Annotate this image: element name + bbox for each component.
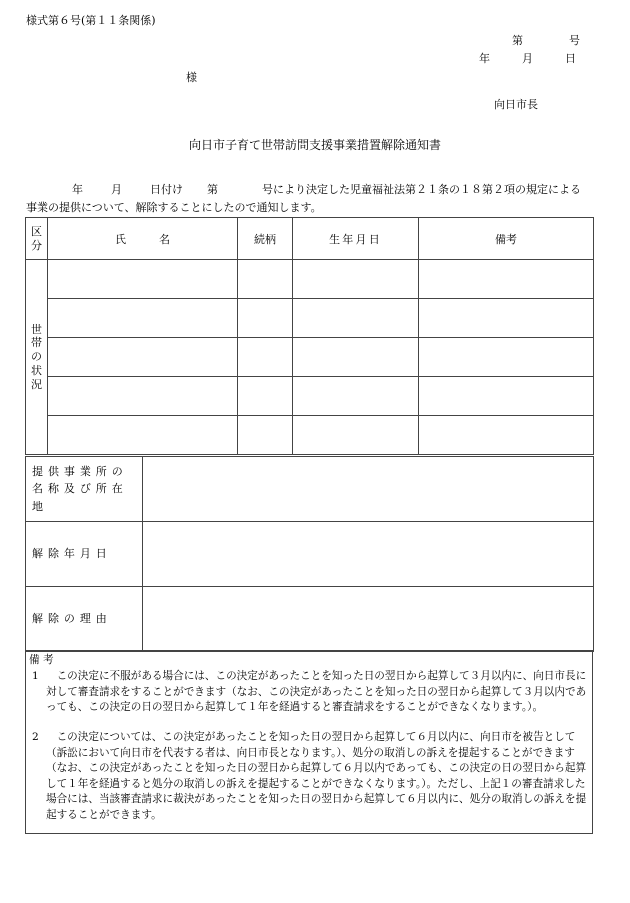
- cancel-date-label: 解除年月日: [26, 522, 143, 587]
- cell-relation[interactable]: [238, 299, 293, 338]
- note-text-2: この決定については、この決定があったことを知った日の翌日から起算して６月以内に、向日市を被告として（訴訟において向日市を代表する者は、向日市長となります。）、処分の取消しの訴えを提起することができます（なお、この決定があったことを知った日の翌日から起算して６月以内であっても、この決定の日の翌日から起算して１年を経過すると処分の取消しの訴えを提起することができなくなります。）。ただし、上記１の審査請求した場合には、当該審査請求に裁決があったことを知った日の翌日から起算して６月以内に、処分の取消しの訴えを提起することができます。: [46, 731, 587, 821]
- cell-relation[interactable]: [238, 338, 293, 377]
- issue-date: [479, 50, 576, 66]
- body-line-2: 事業の提供について、解除することにしたので通知します。: [26, 201, 322, 214]
- hh-char-4: 状: [31, 363, 42, 377]
- table-row: [26, 338, 594, 377]
- body-year: 年: [72, 183, 83, 196]
- provider-label: 提供事業所の名称及び所在地: [26, 457, 143, 522]
- reason-label: 解除の理由: [26, 587, 143, 652]
- document-title: 向日市子育て世帯訪問支援事業措置解除通知書: [188, 138, 441, 152]
- ref-go: 号: [569, 34, 580, 47]
- provider-row: [26, 457, 594, 522]
- form-number: 様式第６号(第１１条関係): [26, 14, 156, 27]
- kubun-char-1: 区: [31, 224, 42, 238]
- body-dai: 第: [207, 183, 218, 196]
- cell-birthdate[interactable]: [293, 377, 419, 416]
- details-table: [25, 456, 594, 652]
- reason-value[interactable]: [143, 587, 594, 652]
- reason-row: [26, 587, 594, 652]
- cell-relation[interactable]: [238, 260, 293, 299]
- date-year: 年: [479, 52, 490, 65]
- notes-heading: 備 考: [29, 654, 54, 666]
- note-num-1: 1: [32, 670, 39, 682]
- note-text-1: この決定に不服がある場合には、この決定があったことを知った日の翌日から起算して３月以内に、向日市長に対して審査請求をすることができます（なお、この決定があったことを知った日の翌日から起算して３月以内であっても、この決定の日の翌日から起算して１年を経過すると審査請求をすることができなくなります。）。: [46, 670, 587, 713]
- cell-relation[interactable]: [238, 416, 293, 455]
- col-birthdate: 生年月日: [293, 218, 419, 260]
- cell-birthdate[interactable]: [293, 299, 419, 338]
- addressee: 様: [186, 71, 197, 84]
- hh-char-2: 帯: [31, 336, 42, 350]
- note-item-1: [32, 669, 587, 716]
- household-status-label: [26, 260, 48, 455]
- body-dated: 日付け: [150, 183, 183, 196]
- cancel-date-value[interactable]: [143, 522, 594, 587]
- table-row: [26, 416, 594, 455]
- cell-remarks[interactable]: [419, 260, 594, 299]
- body-line-1: [72, 181, 581, 197]
- col-name: 氏 名: [48, 218, 238, 260]
- cell-remarks[interactable]: [419, 299, 594, 338]
- body-month: 月: [111, 183, 122, 196]
- table-header-row: [26, 218, 594, 260]
- table-row: [26, 377, 594, 416]
- cell-name[interactable]: [48, 416, 238, 455]
- cell-name[interactable]: [48, 260, 238, 299]
- cell-birthdate[interactable]: [293, 338, 419, 377]
- reference-number: [512, 32, 580, 48]
- household-table: [25, 217, 594, 455]
- provider-value[interactable]: [143, 457, 594, 522]
- col-remarks: 備考: [419, 218, 594, 260]
- cell-name[interactable]: [48, 338, 238, 377]
- table-row: [26, 299, 594, 338]
- date-month: 月: [522, 52, 533, 65]
- cell-name[interactable]: [48, 377, 238, 416]
- col-relation: 続柄: [238, 218, 293, 260]
- hh-char-5: 況: [31, 377, 42, 391]
- body-line1-rest: 号により決定した児童福祉法第２１条の１８第２項の規定による: [262, 183, 581, 196]
- cell-remarks[interactable]: [419, 377, 594, 416]
- cell-birthdate[interactable]: [293, 416, 419, 455]
- note-num-2: 2: [32, 731, 39, 743]
- cell-birthdate[interactable]: [293, 260, 419, 299]
- kubun-char-2: 分: [31, 238, 42, 252]
- date-day: 日: [565, 52, 576, 65]
- cell-name[interactable]: [48, 299, 238, 338]
- cell-remarks[interactable]: [419, 338, 594, 377]
- ref-dai: 第: [512, 34, 523, 47]
- table-row: [26, 260, 594, 299]
- notes-box: [25, 650, 593, 834]
- note-item-2: [32, 730, 587, 823]
- cancel-date-row: [26, 522, 594, 587]
- hh-char-1: 世: [31, 322, 42, 336]
- cell-remarks[interactable]: [419, 416, 594, 455]
- issuer: 向日市長: [494, 98, 538, 111]
- col-kubun: [26, 218, 48, 260]
- hh-char-3: の: [31, 350, 42, 364]
- cell-relation[interactable]: [238, 377, 293, 416]
